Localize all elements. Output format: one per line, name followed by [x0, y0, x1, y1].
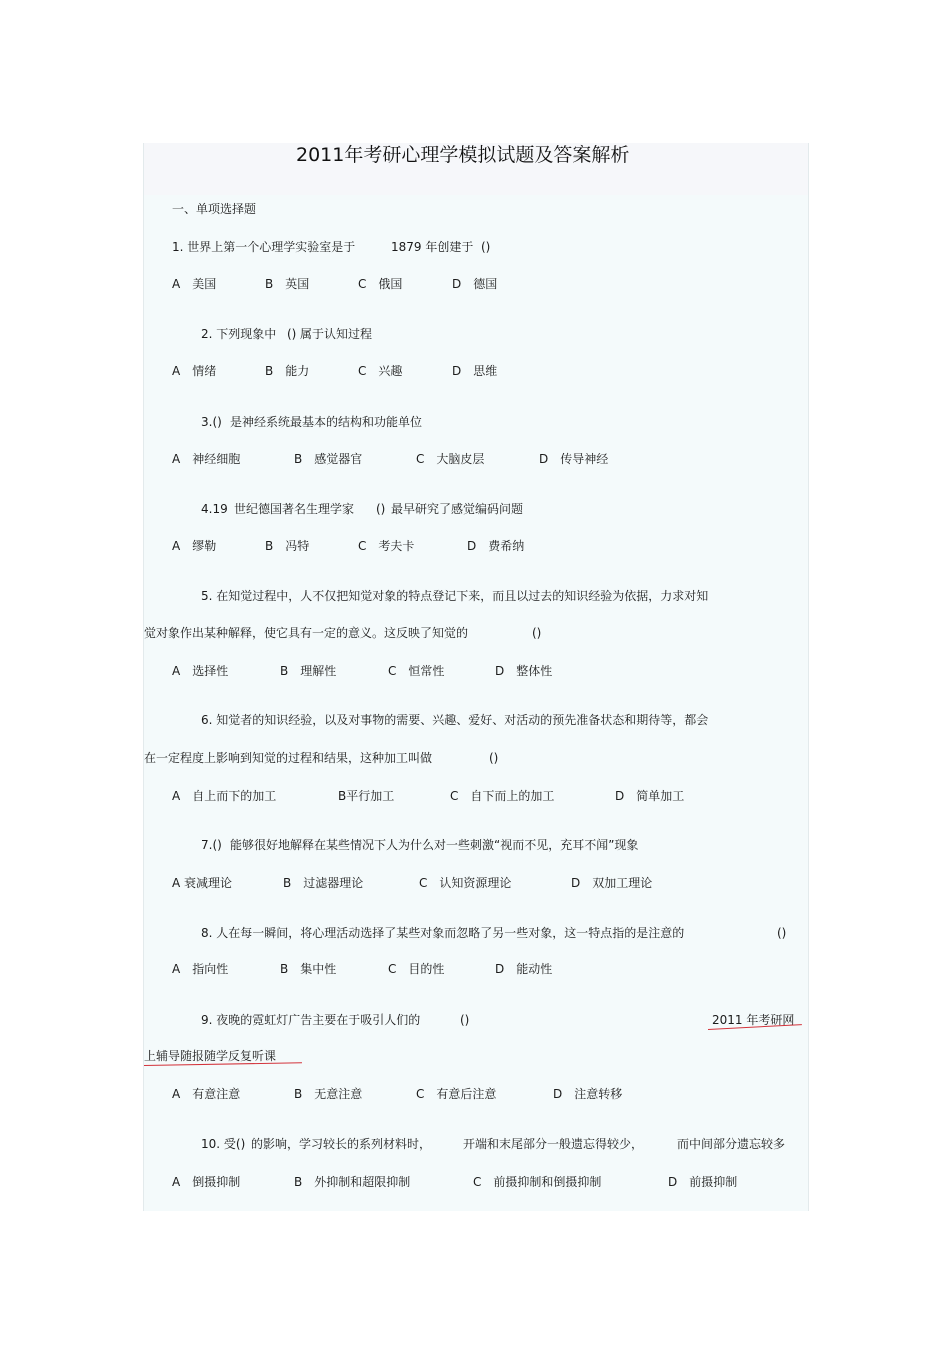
question-4-stem-cont: 世纪德国著名生理学家: [234, 502, 355, 516]
question-10-option-d: D 前摄抑制: [668, 1175, 738, 1189]
question-3-option-d: D 传导神经: [539, 452, 609, 466]
question-1-stem: 1. 世界上第一个心理学实验室是于: [172, 240, 356, 254]
question-10-stem-cont: 的影响，学习较长的系列材料时，: [251, 1137, 432, 1151]
question-3-stem-cont: 是神经系统最基本的结构和功能单位: [230, 415, 423, 429]
document-title: 2011年考研心理学模拟试题及答案解析: [296, 144, 630, 166]
question-1-stem-cont: 1879 年创建于: [391, 240, 474, 254]
question-8-blank: (): [777, 926, 787, 940]
question-8-option-b: B 集中性: [280, 962, 337, 976]
question-8-stem: 8. 人在每一瞬间，将心理活动选择了某些对象而忽略了另一些对象，这一特点指的是注意的: [201, 926, 685, 940]
question-10-stem-mid: 开端和末尾部分一般遗忘得较少，: [463, 1137, 644, 1151]
question-1-option-d: D 德国: [452, 277, 498, 291]
question-8-option-d: D 能动性: [495, 962, 553, 976]
ad-link-part1[interactable]: 2011 年考研网: [712, 1013, 795, 1027]
question-7-stem: 7.(): [201, 838, 222, 852]
question-1-blank: (): [481, 240, 491, 254]
question-6-option-a: A 自上而下的加工: [172, 789, 277, 803]
question-9-option-c: C 有意后注意: [416, 1087, 497, 1101]
ad-link-part2[interactable]: 上辅导随报随学反复听课: [144, 1049, 277, 1063]
question-3-stem: 3.(): [201, 415, 222, 429]
question-2-option-c: C 兴趣: [358, 364, 403, 378]
question-2-option-d: D 思维: [452, 364, 498, 378]
question-5-option-d: D 整体性: [495, 664, 553, 678]
question-5-stem: 5. 在知觉过程中，人不仅把知觉对象的特点登记下来，而且以过去的知识经验为依据，力求对知: [201, 589, 709, 603]
question-4-stem: 4.19: [201, 502, 228, 516]
question-10-option-c: C 前摄抑制和倒摄抑制: [473, 1175, 602, 1189]
question-5-stem-cont: 觉对象作出某种解释，使它具有一定的意义。这反映了知觉的: [144, 626, 469, 640]
question-4-stem-end: 最早研究了感觉编码问题: [391, 502, 524, 516]
question-7-option-c: C 认知资源理论: [419, 876, 512, 890]
question-9-option-b: B 无意注意: [294, 1087, 363, 1101]
question-9-blank: (): [460, 1013, 470, 1027]
question-3-option-a: A 神经细胞: [172, 452, 241, 466]
question-3-option-b: B 感觉器官: [294, 452, 363, 466]
question-2-blank: (): [287, 327, 297, 341]
question-6-option-b: B平行加工: [338, 789, 395, 803]
question-7-option-a: A 衰减理论: [172, 876, 233, 890]
question-7-stem-cont: 能够很好地解释在某些情况下人为什么对一些刺激“视而不见，充耳不闻”现象: [230, 838, 639, 852]
question-4-option-a: A 缪勒: [172, 539, 217, 553]
question-8-option-a: A 指向性: [172, 962, 229, 976]
question-9-stem: 9. 夜晚的霓虹灯广告主要在于吸引人们的: [201, 1013, 421, 1027]
question-10-option-a: A 倒摄抑制: [172, 1175, 241, 1189]
question-10-stem-end: 而中间部分遗忘较多: [677, 1137, 786, 1151]
question-2-option-b: B 能力: [265, 364, 310, 378]
question-4-option-b: B 冯特: [265, 539, 310, 553]
question-7-option-b: B 过滤器理论: [283, 876, 364, 890]
question-5-option-c: C 恒常性: [388, 664, 445, 678]
question-4-option-c: C 考夫卡: [358, 539, 415, 553]
question-1-option-b: B 英国: [265, 277, 310, 291]
section-heading: 一、单项选择题: [172, 202, 257, 216]
question-6-stem: 6. 知觉者的知识经验，以及对事物的需要、兴趣、爱好、对活动的预先准备状态和期待等，都会: [201, 713, 709, 727]
question-6-option-d: D 简单加工: [615, 789, 685, 803]
question-8-option-c: C 目的性: [388, 962, 445, 976]
question-6-option-c: C 自下而上的加工: [450, 789, 555, 803]
question-1-option-a: A 美国: [172, 277, 217, 291]
question-3-option-c: C 大脑皮层: [416, 452, 485, 466]
question-10-option-b: B 外抑制和超限抑制: [294, 1175, 411, 1189]
question-9-option-a: A 有意注意: [172, 1087, 241, 1101]
question-5-option-b: B 理解性: [280, 664, 337, 678]
question-6-blank: (): [489, 751, 499, 765]
question-5-option-a: A 选择性: [172, 664, 229, 678]
question-6-stem-cont: 在一定程度上影响到知觉的过程和结果，这种加工叫做: [144, 751, 433, 765]
question-4-option-d: D 费希纳: [467, 539, 525, 553]
question-7-option-d: D 双加工理论: [571, 876, 653, 890]
question-5-blank: (): [532, 626, 542, 640]
question-1-option-c: C 俄国: [358, 277, 403, 291]
question-10-stem: 10. 受(): [201, 1137, 246, 1151]
question-2-stem: 2. 下列现象中: [201, 327, 277, 341]
question-9-option-d: D 注意转移: [553, 1087, 623, 1101]
question-2-stem-cont: 属于认知过程: [300, 327, 373, 341]
question-4-blank: (): [376, 502, 386, 516]
question-2-option-a: A 情绪: [172, 364, 217, 378]
